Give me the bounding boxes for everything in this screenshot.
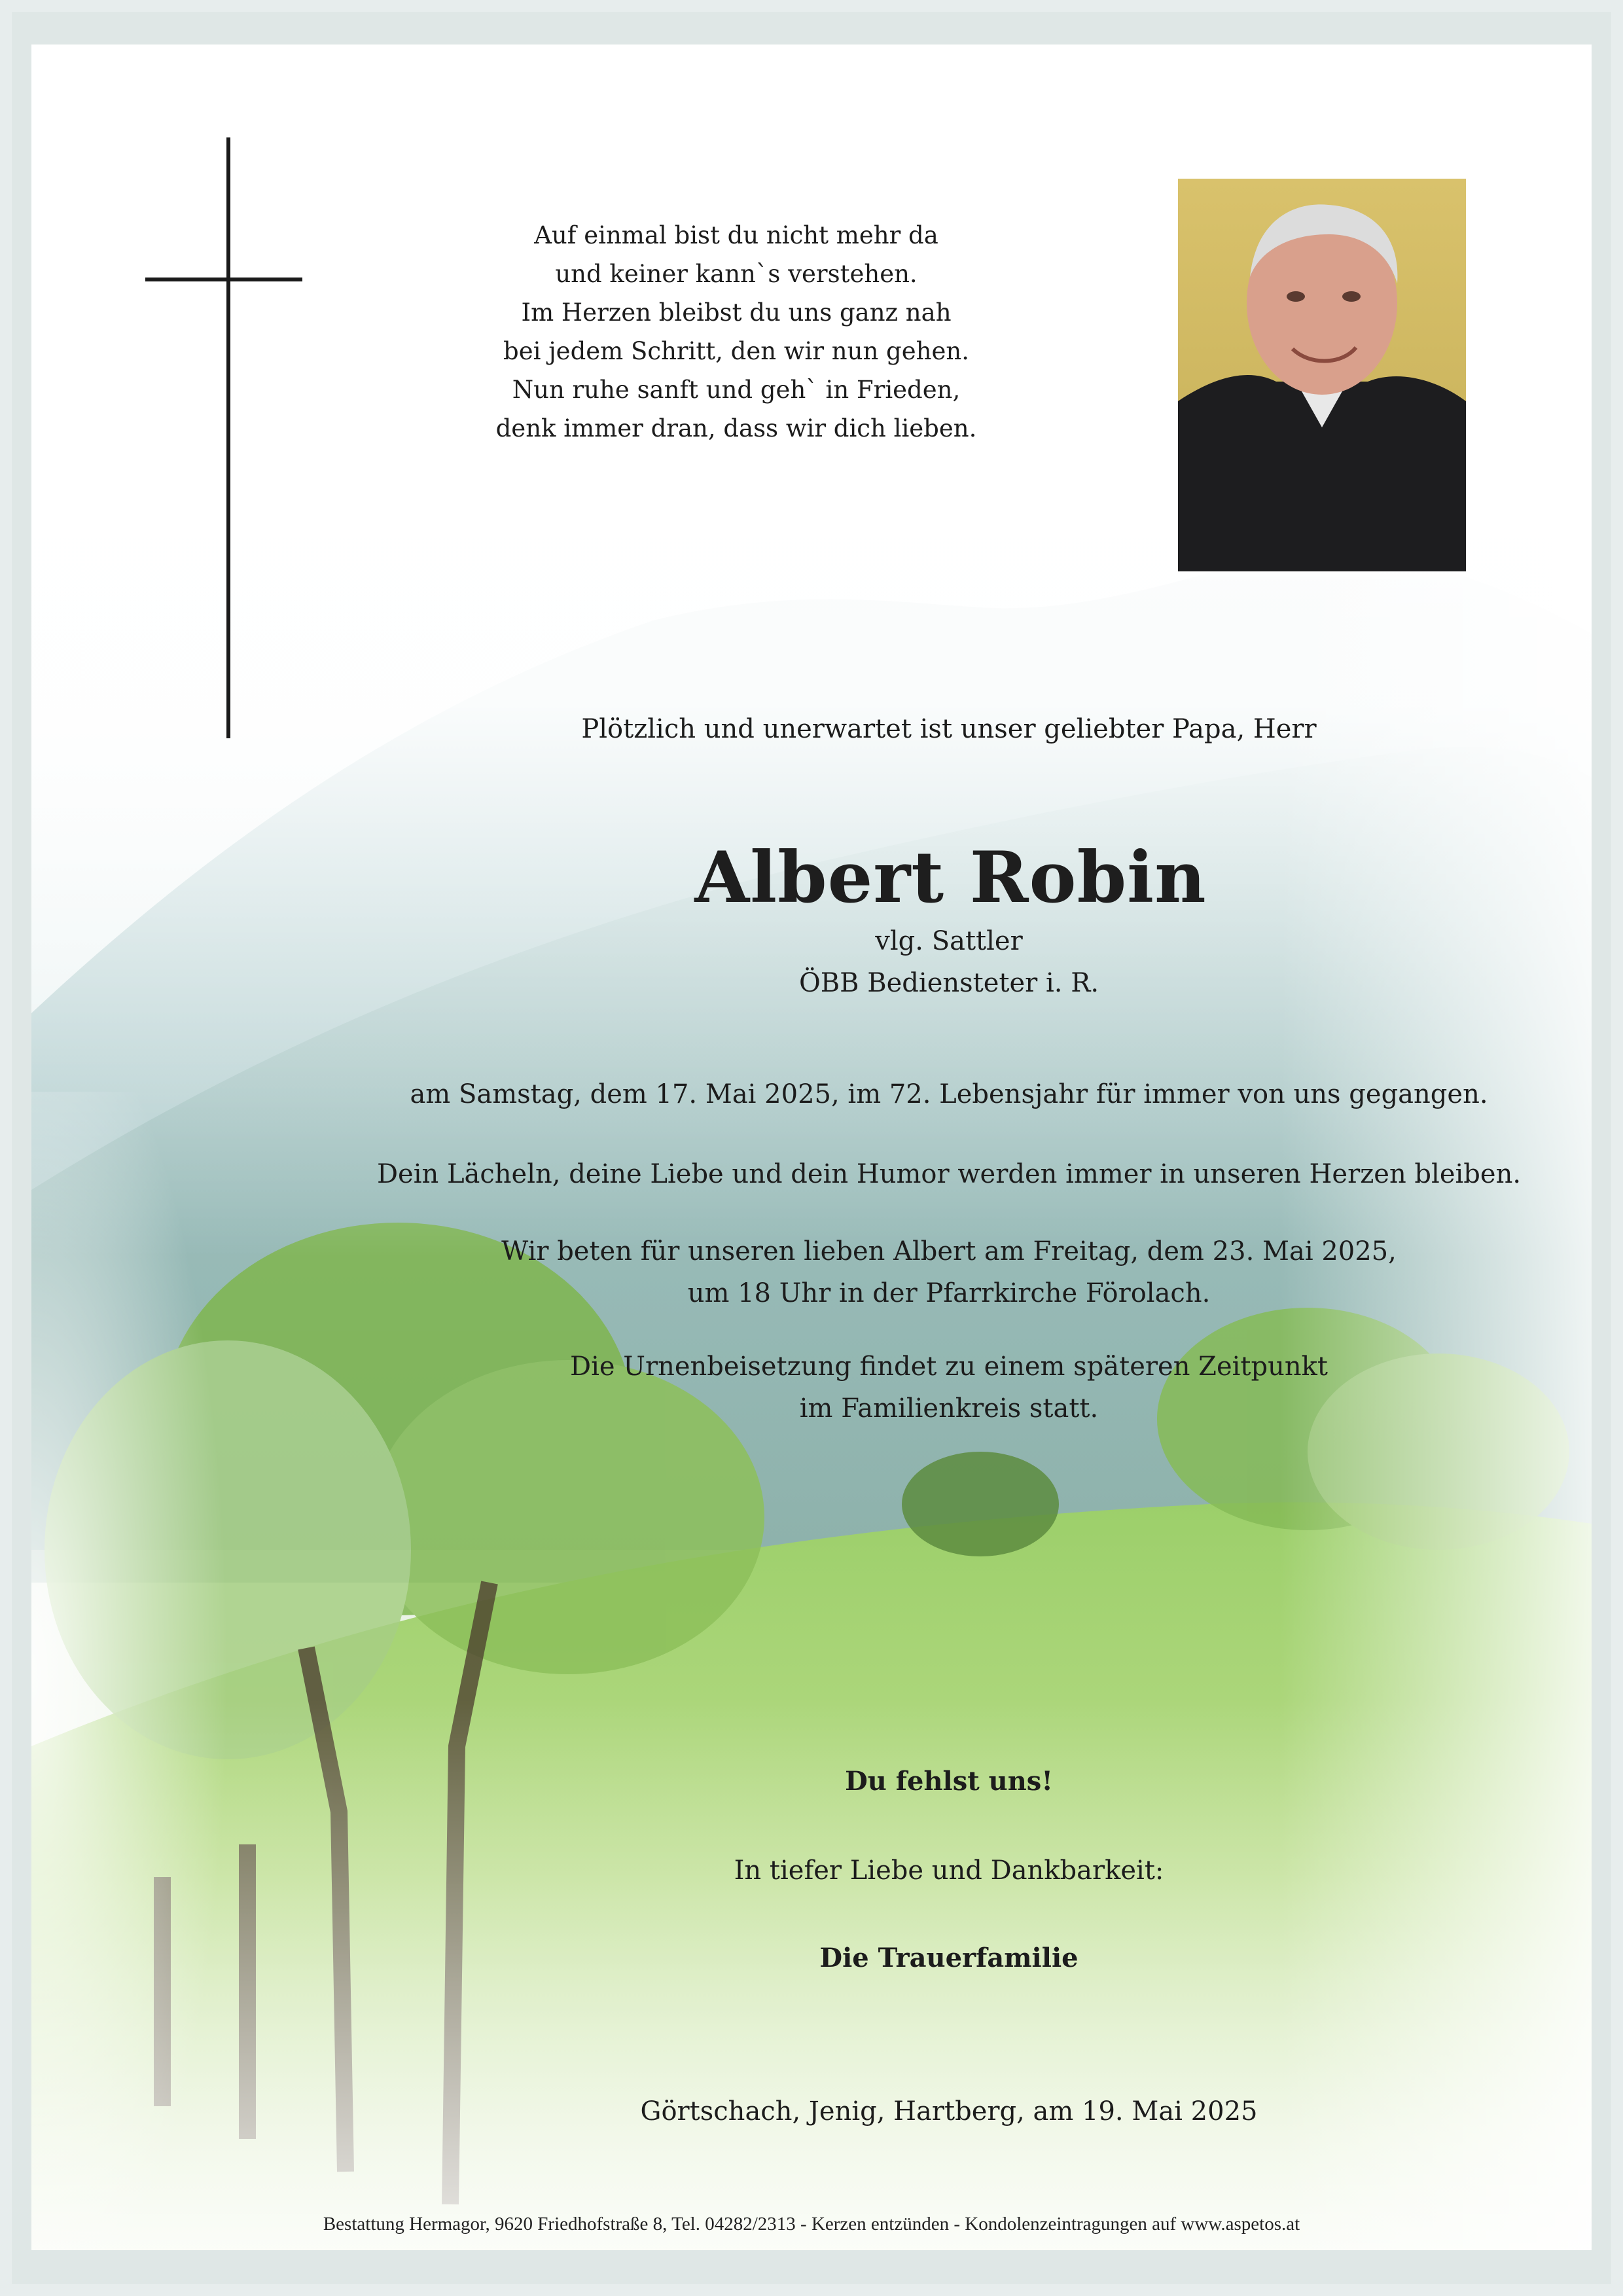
death-notice: am Samstag, dem 17. Mai 2025, im 72. Lebensjahr für immer von uns gegangen. [410,1079,1488,1109]
deceased-name: Albert Robin [694,836,1207,919]
cross-vertical-bar [226,137,230,738]
poem-line: Im Herzen bleibst du uns ganz nah [521,298,952,327]
prayer-info: Wir beten für unseren lieben Albert am Freitag, dem 23. Mai 2025, um 18 Uhr in der Pfarrkirche Förolach. [501,1236,1397,1308]
footer-info: Bestattung Hermagor, 9620 Friedhofstraße 8, Tel. 04282/2313 - Kerzen entzünden - Kondolenzeintragungen auf www.aspetos.at [323,2214,1300,2234]
poem-line: Nun ruhe sanft und geh` in Frieden, [512,376,961,404]
burial-info: Die Urnenbeisetzung findet zu einem späteren Zeitpunkt im Familienkreis statt. [570,1352,1328,1424]
poem-line: denk immer dran, dass wir dich lieben. [495,414,977,442]
remembrance: Dein Lächeln, deine Liebe und dein Humor werden immer in unseren Herzen bleiben. [376,1159,1522,1189]
portrait-photo [1178,179,1466,571]
place-date: Görtschach, Jenig, Hartberg, am 19. Mai 2025 [640,2096,1258,2126]
closing-line: Du fehlst uns! [845,1766,1053,1797]
family-signature: Die Trauerfamilie [819,1943,1079,1973]
thanks-line: In tiefer Liebe und Dankbarkeit: [734,1856,1164,1886]
deceased-details [314,920,1584,1004]
poem-line: und keiner kann`s verstehen. [555,260,918,288]
occupation: ÖBB Bediensteter i. R. [798,968,1099,998]
poem-line: Auf einmal bist du nicht mehr da [534,221,938,249]
alias: vlg. Sattler [875,926,1023,956]
cross-horizontal-bar [145,278,302,281]
poem-line: bei jedem Schritt, den wir nun gehen. [503,337,969,365]
intro-text: Plötzlich und unerwartet ist unser geliebter Papa, Herr [581,714,1317,744]
poem [380,216,1093,448]
